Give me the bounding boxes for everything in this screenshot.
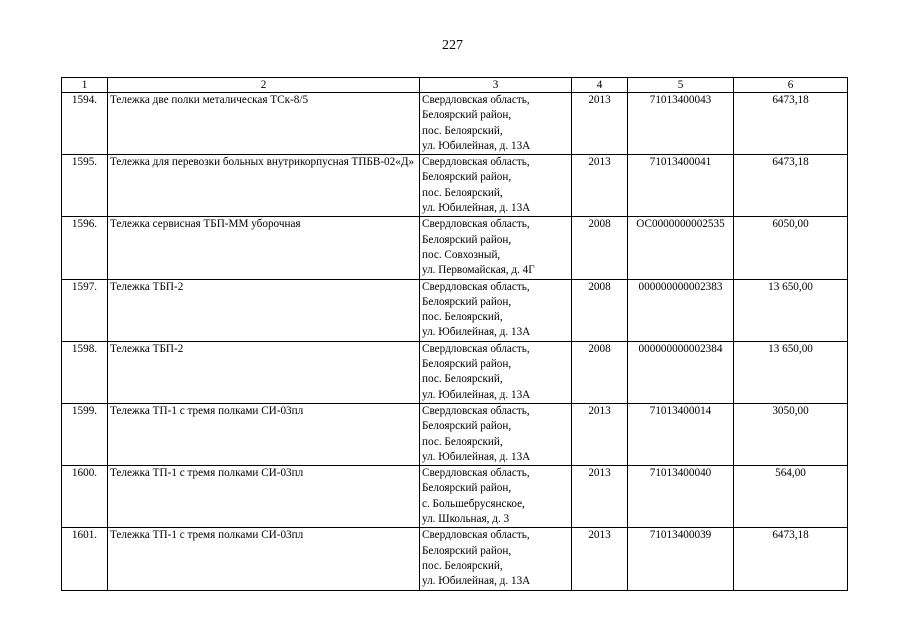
address-line: пос. Белоярский, [422,373,503,386]
year-cell: 2013 [572,466,628,528]
address-line: Белоярский район, [422,171,512,184]
table-row [62,528,848,590]
cost-cell: 3050,00 [734,403,848,465]
cost-cell: 13 650,00 [734,341,848,403]
page-number: 227 [442,38,463,53]
cost-cell: 6050,00 [734,217,848,279]
address-cell [420,93,572,155]
address-cell [420,341,572,403]
address-line: Свердловская область, [422,529,530,542]
address-line: Свердловская область, [422,342,530,355]
address-line: Белоярский район, [422,109,512,122]
address-line: ул. Школьная, д. 3 [422,513,510,526]
column-header: 2 [108,78,420,93]
inventory-number-cell: 71013400041 [628,155,734,217]
inventory-number-cell: 71013400040 [628,466,734,528]
address-line: Белоярский район, [422,420,512,433]
item-name-cell: Тележка ТП-1 с тремя полками СИ-03пл [108,403,420,465]
address-cell [420,279,572,341]
item-name-cell: Тележка ТБП-2 [108,341,420,403]
table-row [62,155,848,217]
column-header: 6 [734,78,848,93]
address-line: пос. Белоярский, [422,311,503,324]
address-line: ул. Юбилейная, д. 13А [422,388,531,401]
address-line: Свердловская область, [422,156,530,169]
address-line: ул. Юбилейная, д. 13А [422,450,531,463]
address-cell [420,217,572,279]
address-line: пос. Белоярский, [422,435,503,448]
year-cell: 2013 [572,403,628,465]
row-number-cell: 1598. [62,341,108,403]
inventory-number-cell: 000000000002384 [628,341,734,403]
table-row [62,341,848,403]
year-cell: 2013 [572,528,628,590]
address-line: Свердловская область, [422,404,530,417]
item-name-cell: Тележка две полки металическая ТСк-8/5 [108,93,420,155]
column-header: 3 [420,78,572,93]
column-header: 1 [62,78,108,93]
address-line: ул. Первомайская, д. 4Г [422,264,535,277]
item-name-cell: Тележка ТП-1 с тремя полками СИ-03пл [108,466,420,528]
column-header: 4 [572,78,628,93]
address-line: Белоярский район, [422,544,512,557]
address-line: Свердловская область, [422,280,530,293]
row-number-cell: 1600. [62,466,108,528]
cost-cell: 6473,18 [734,528,848,590]
inventory-number-cell: ОС0000000002535 [628,217,734,279]
item-name-cell: Тележка ТБП-2 [108,279,420,341]
row-number-cell: 1599. [62,403,108,465]
item-name-cell: Тележка сервисная ТБП-ММ уборочная [108,217,420,279]
table-row [62,279,848,341]
row-number-cell: 1596. [62,217,108,279]
cost-cell: 13 650,00 [734,279,848,341]
address-line: ул. Юбилейная, д. 13А [422,326,531,339]
address-line: Белоярский район, [422,295,512,308]
year-cell: 2013 [572,93,628,155]
address-line: пос. Белоярский, [422,124,503,137]
table-header-row [62,78,848,93]
address-line: ул. Юбилейная, д. 13А [422,139,531,152]
property-table [61,77,848,591]
address-line: ул. Юбилейная, д. 13А [422,575,531,588]
table-row [62,217,848,279]
address-line: пос. Белоярский, [422,186,503,199]
row-number-cell: 1601. [62,528,108,590]
address-line: пос. Белоярский, [422,559,503,572]
row-number-cell: 1594. [62,93,108,155]
address-line: Белоярский район, [422,233,512,246]
address-line: Белоярский район, [422,482,512,495]
address-line: Свердловская область, [422,467,530,480]
table-row [62,466,848,528]
table-row [62,403,848,465]
row-number-cell: 1595. [62,155,108,217]
year-cell: 2008 [572,279,628,341]
address-line: пос. Совхозный, [422,248,501,261]
cost-cell: 564,00 [734,466,848,528]
address-line: ул. Юбилейная, д. 13А [422,202,531,215]
cost-cell: 6473,18 [734,93,848,155]
table-row [62,93,848,155]
address-cell [420,403,572,465]
address-cell [420,528,572,590]
year-cell: 2008 [572,341,628,403]
year-cell: 2013 [572,155,628,217]
inventory-number-cell: 71013400014 [628,403,734,465]
address-line: Свердловская область, [422,218,530,231]
inventory-number-cell: 000000000002383 [628,279,734,341]
inventory-number-cell: 71013400043 [628,93,734,155]
item-name-cell: Тележка для перевозки больных внутрикорпусная ТПБВ-02«Д» [108,155,420,217]
address-line: Белоярский район, [422,358,512,371]
column-header: 5 [628,78,734,93]
address-line: Свердловская область, [422,94,530,106]
address-cell [420,466,572,528]
item-name-cell: Тележка ТП-1 с тремя полками СИ-03пл [108,528,420,590]
year-cell: 2008 [572,217,628,279]
address-line: с. Большебрусянское, [422,497,525,510]
row-number-cell: 1597. [62,279,108,341]
address-cell [420,155,572,217]
cost-cell: 6473,18 [734,155,848,217]
inventory-number-cell: 71013400039 [628,528,734,590]
